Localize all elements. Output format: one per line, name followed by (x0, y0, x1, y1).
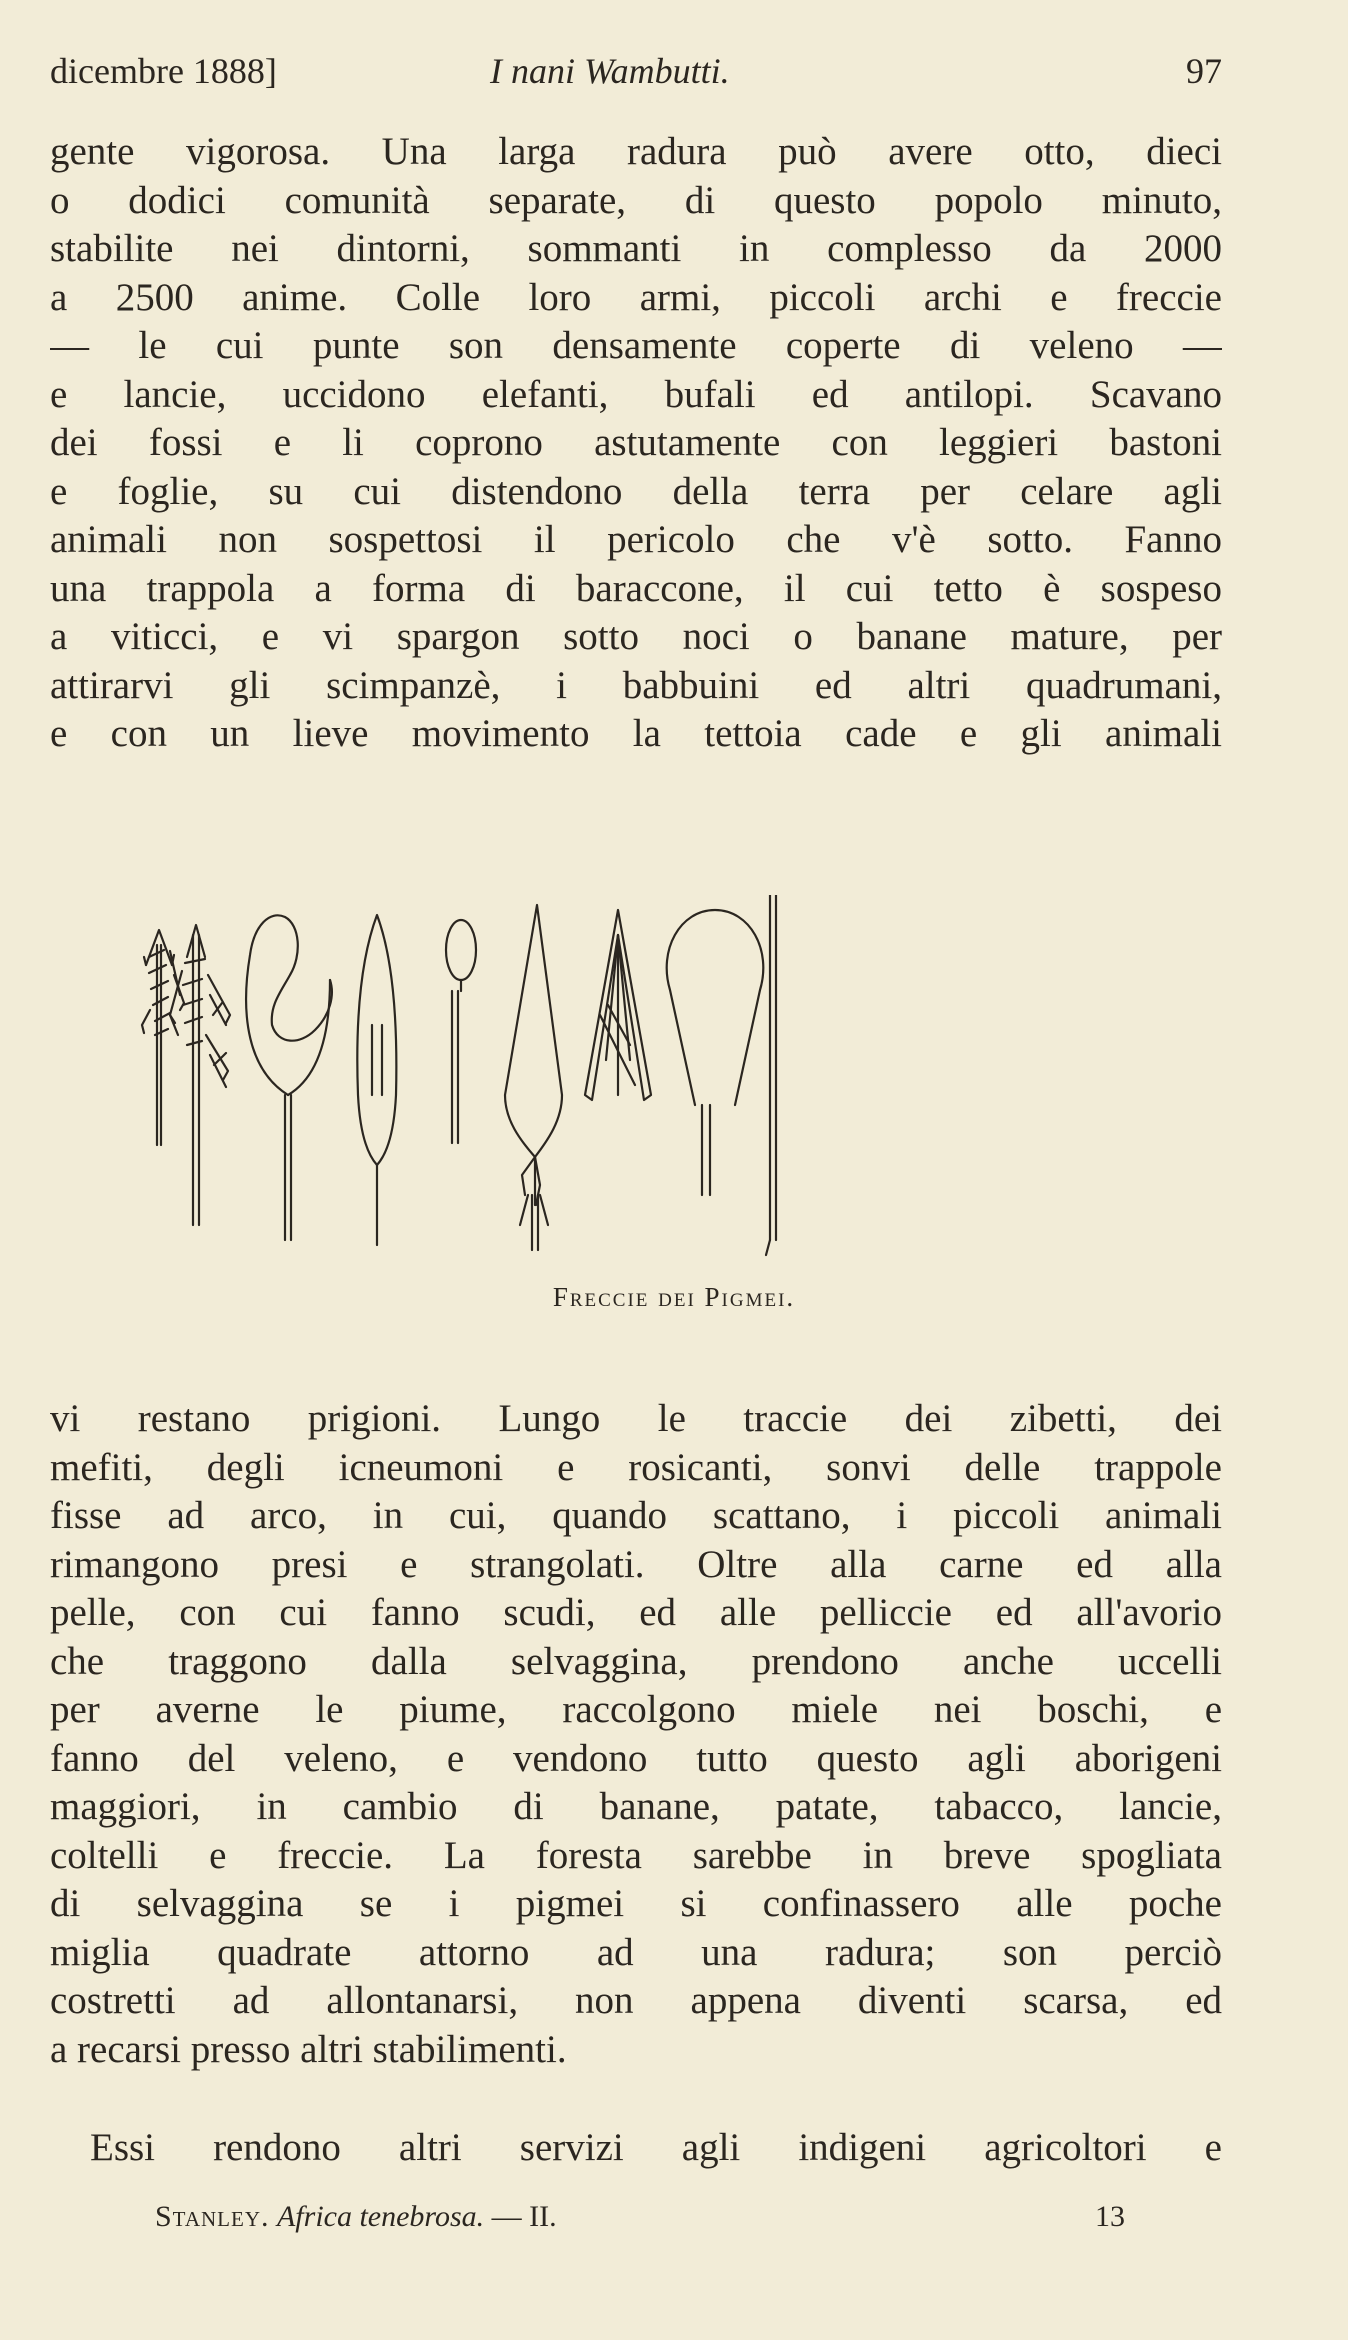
footer-book-title: Africa tenebrosa. (276, 2200, 485, 2233)
text-line: fisse ad arco, in cui, quando scattano, i piccoli animali (50, 1494, 1222, 1537)
footer-volume: — II. (491, 2200, 557, 2233)
running-head (50, 50, 1222, 100)
leaf-arrow (357, 915, 396, 1245)
text-line: Essi rendono altri servizi agli indigeni agricoltori e (90, 2126, 1222, 2169)
text-line: coltelli e freccie. La foresta sarebbe in breve spogliata (50, 1833, 1222, 1877)
text-line: mefiti, degli icneumoni e rosicanti, sonvi delle trappole (50, 1445, 1222, 1489)
lance-arrow (505, 905, 562, 1250)
text-line: una trappola a forma di baraccone, il cui tetto è sospeso (50, 566, 1222, 610)
text-line: animali non sospettosi il pericolo che v'è sotto. Fanno (50, 518, 1222, 561)
text-line: a 2500 anime. Colle loro armi, piccoli archi e freccie (50, 275, 1222, 319)
text-line: — le cui punte son densamente coperte di veleno — (50, 324, 1222, 367)
barbed-arrow-1 (142, 930, 184, 1145)
text-line: vi restano prigioni. Lungo le traccie dei zibetti, dei (50, 1397, 1222, 1440)
shaft-arrow (766, 895, 776, 1255)
heart-arrow (246, 915, 332, 1240)
oval-arrow (446, 920, 476, 1143)
figure-caption: Freccie dei Pigmei. (552, 1282, 796, 1312)
footer-signature (155, 2200, 557, 2234)
barbed-arrow-2 (170, 925, 230, 1225)
text-line: o dodici comunità separate, di questo popolo minuto, (50, 178, 1222, 222)
text-line: maggiori, in cambio di banane, patate, tabacco, lancie, (50, 1785, 1222, 1828)
text-line: e con un lieve movimento la tettoia cade e gli animali (50, 712, 1222, 755)
text-line: a viticci, e vi spargon sotto noci o banane mature, per (50, 615, 1222, 658)
text-line: rimangono presi e strangolati. Oltre alla carne ed alla (50, 1542, 1222, 1586)
header-date: dicembre 1888] (50, 51, 277, 91)
text-line: gente vigorosa. Una larga radura può avere otto, dieci (50, 130, 1222, 173)
text-line: dei fossi e li coprono astutamente con leggieri bastoni (50, 421, 1222, 464)
text-line: e foglie, su cui distendono della terra per celare agli (50, 469, 1222, 513)
header-title: I nani Wambutti. (490, 51, 730, 91)
text-line: costretti ad allontanarsi, non appena diventi scarsa, ed (50, 1979, 1222, 2022)
paragraph-1 (50, 128, 1222, 759)
page-number: 97 (1186, 51, 1222, 91)
spoon-arrow (667, 910, 764, 1195)
arrows-illustration (130, 895, 1190, 1265)
text-line: stabilite nei dintorni, sommanti in complesso da 2000 (50, 227, 1222, 270)
text-line: a recarsi presso altri stabilimenti. (50, 2027, 567, 2071)
text-line: che traggono dalla selvaggina, prendono anche uccelli (50, 1639, 1222, 1683)
text-line: miglia quadrate attorno ad una radura; son perciò (50, 1930, 1222, 1974)
signature-footer (155, 2200, 1125, 2240)
text-line: fanno del veleno, e vendono tutto questo agli aborigeni (50, 1736, 1222, 1780)
text-line: e lancie, uccidono elefanti, bufali ed antilopi. Scavano (50, 372, 1222, 416)
text-line: pelle, con cui fanno scudi, ed alle pelliccie ed all'avorio (50, 1591, 1222, 1634)
signature-number: 13 (1095, 2200, 1125, 2233)
triangle-arrow (585, 910, 651, 1100)
text-line: per averne le piume, raccolgono miele nei boschi, e (50, 1688, 1222, 1731)
text-line: attirarvi gli scimpanzè, i babbuini ed altri quadrumani, (50, 663, 1222, 707)
text-line: di selvaggina se i pigmei si confinassero alle poche (50, 1882, 1222, 1925)
footer-author: Stanley. (155, 2200, 270, 2233)
paragraph-3-first-line (50, 2124, 1222, 2173)
paragraph-2 (50, 1395, 1222, 2074)
